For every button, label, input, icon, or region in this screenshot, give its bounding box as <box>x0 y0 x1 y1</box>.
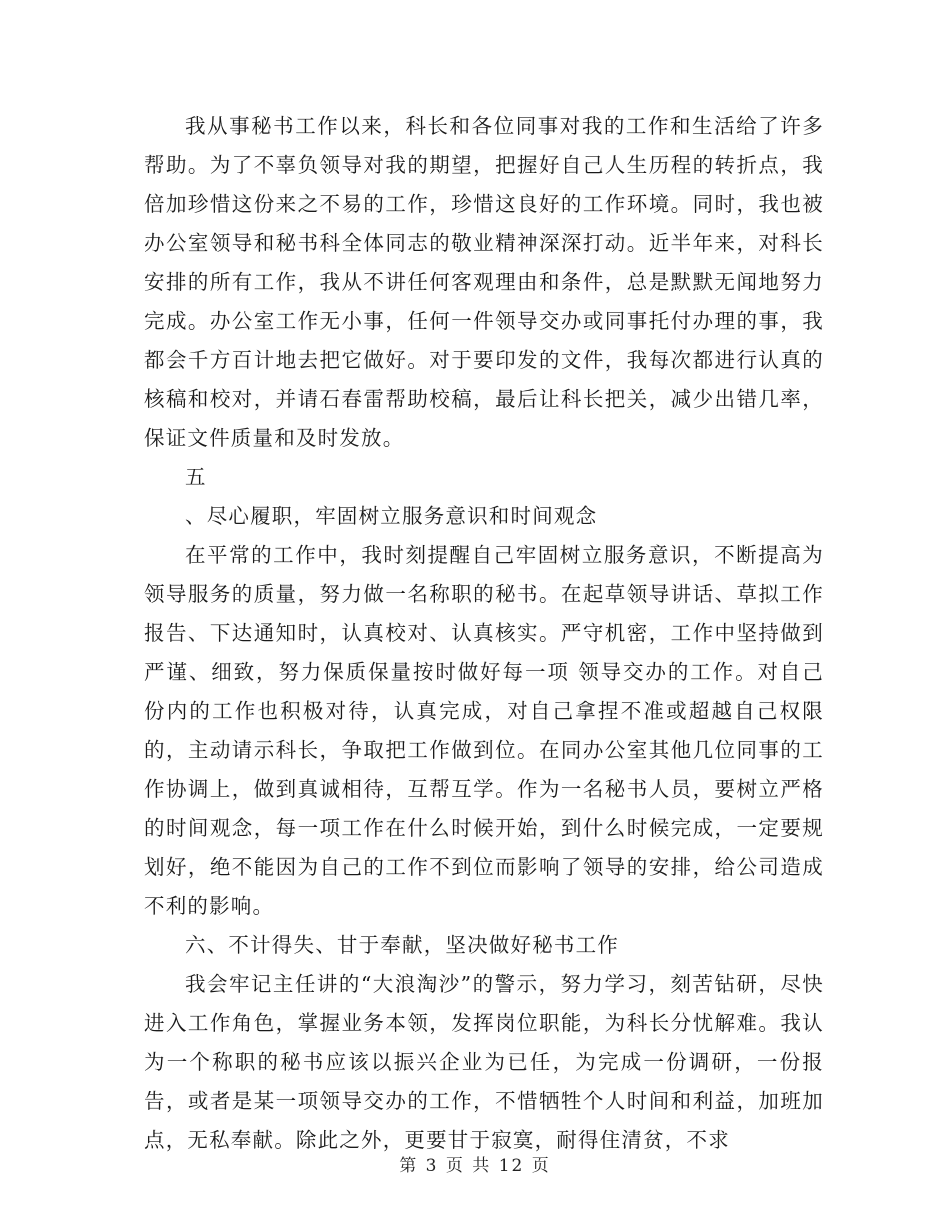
page-footer <box>0 1151 950 1176</box>
paragraph-dedication: 我会牢记主任讲的“大浪淘沙”的警示，努力学习，刻苦钻研，尽快进入工作角色，掌握业务本领，发挥岗位职能，为科长分忧解难。我认为一个称职的秘书应该以振兴企业为已任，为完成一份调研，一份报告，或者是某一项领导交办的工作，不惜牺牲个人时间和利益，加班加点，无私奉献。除此之外，更要甘于寂寞，耐得住清贫，不求 <box>144 972 824 1152</box>
page-number-label: 第 3 页 共 12 页 <box>399 1156 551 1176</box>
section-heading-service-awareness: 、尽心履职，牢固树立服务意识和时间观念 <box>185 504 598 528</box>
section-heading-dedication: 六、不计得失、甘于奉献，坚决做好秘书工作 <box>185 933 619 957</box>
paragraph-secretary-work: 我从事秘书工作以来，科长和各位同事对我的工作和生活给了许多帮助。为了不辜负领导对我的期望，把握好自己人生历程的转折点，我倍加珍惜这份来之不易的工作，珍惜这良好的工作环境。同时，我也被办公室领导和秘书科全体同志的敬业精神深深打动。近半年来，对科长安排的所有工作，我从不讲任何客观理由和条件，总是默默无闻地努力完成。办公室工作无小事，任何一件领导交办或同事托付办理的事，我都会千方百计地去把它做好。对于要印发的文件，我每次都进行认真的核稿和校对，并请石春雷帮助校稿，最后让科长把关，减少出错几率，保证文件质量和及时发放。 <box>144 114 824 450</box>
section-number-five: 五 <box>185 465 207 489</box>
paragraph-service-awareness: 在平常的工作中，我时刻提醒自己牢固树立服务意识，不断提高为领导服务的质量，努力做一名称职的秘书。在起草领导讲话、草拟工作报告、下达通知时，认真校对、认真核实。严守机密，工作中坚持做到严谨、细致，努力保质保量按时做好每一项 领导交办的工作。对自己份内的工作也积极对待，认真完成，对自己拿捏不准或超越自己权限的，主动请示科长，争取把工作做到位。在同办公室其他几位同事的工作协调上，做到真诚相待，互帮互学。作为一名秘书人员，要树立严格的时间观念，每一项工作在什么时候开始，到什么时候完成，一定要规划好，绝不能因为自己的工作不到位而影响了领导的安排，给公司造成不利的影响。 <box>144 543 824 918</box>
document-body <box>144 107 824 1160</box>
